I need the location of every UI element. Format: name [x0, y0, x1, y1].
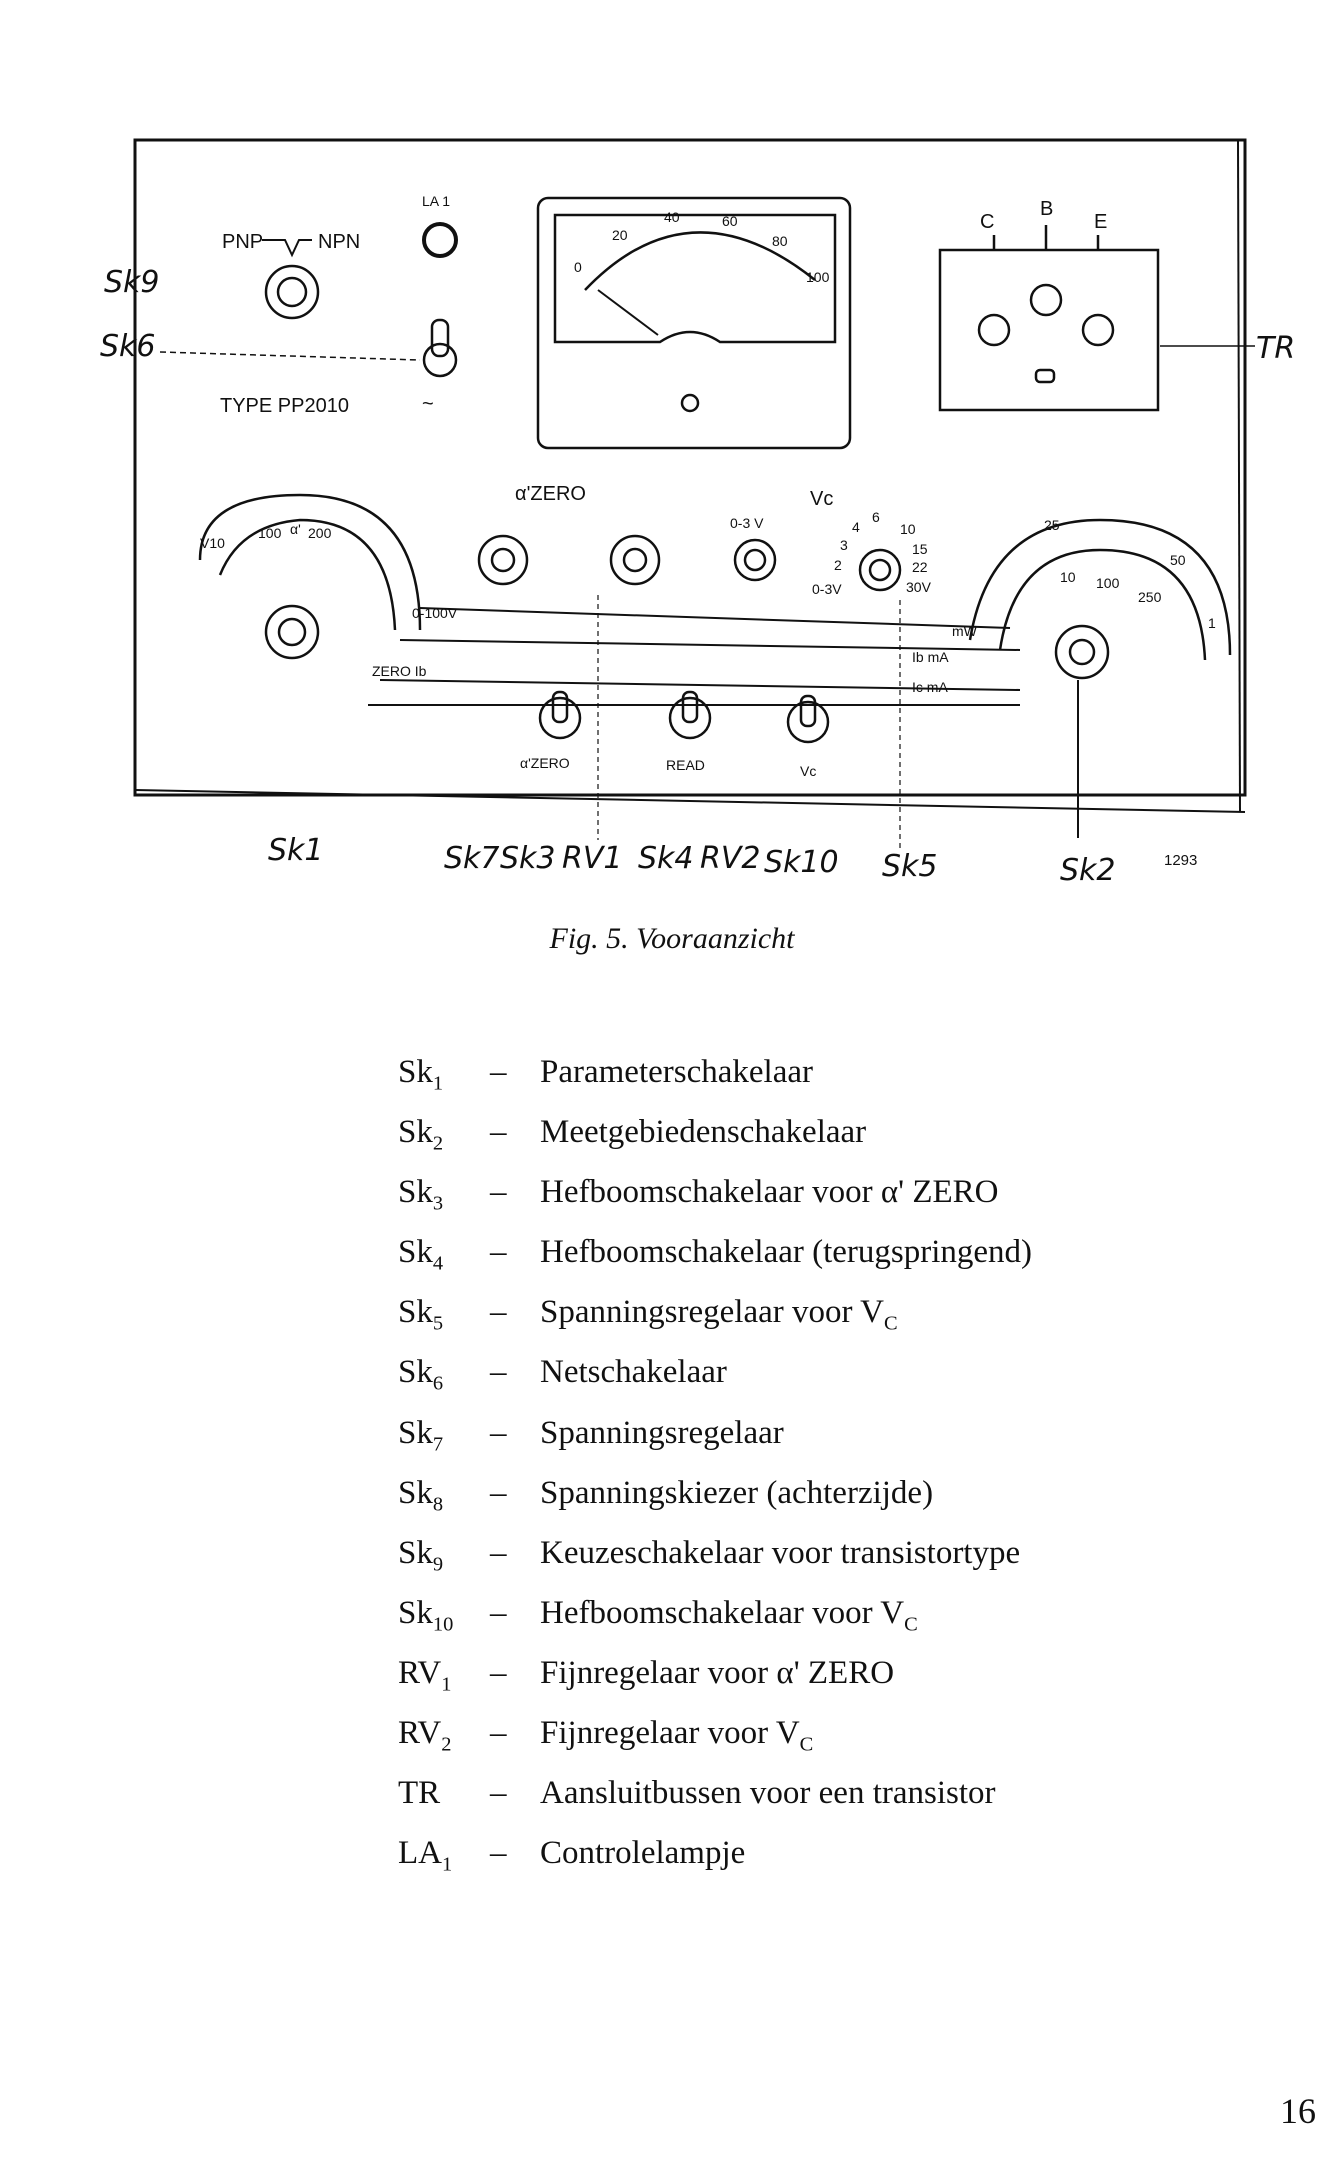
transistor-socket — [940, 225, 1255, 410]
toggle-read-label: READ — [666, 757, 705, 773]
callout-sk1: Sk1 — [268, 833, 324, 868]
vc-scale-6: 6 — [872, 509, 880, 525]
terminal-e: E — [1094, 211, 1108, 233]
alpha-zero-label: α'ZERO — [515, 483, 586, 505]
meter-scale-20: 20 — [612, 227, 628, 243]
toggle-alpha-zero-label: α'ZERO — [520, 755, 570, 771]
legend-dash: – — [490, 1534, 507, 1571]
vc-scale-22: 22 — [912, 559, 928, 575]
legend-dash: – — [490, 1654, 507, 1691]
legend-description: Hefboomschakelaar voor α' ZERO — [540, 1174, 999, 1211]
callout-sk3: Sk3 — [500, 841, 556, 876]
legend-description: Fijnregelaar voor $V_C$ — [540, 1715, 814, 1756]
legend-description: Aansluitbussen voor een transistor — [540, 1775, 996, 1812]
legend-dash: – — [490, 1234, 507, 1271]
sk2-scale-25: 25 — [1044, 517, 1060, 533]
legend-row — [398, 1228, 1032, 1288]
legend-row — [398, 1048, 1032, 1108]
legend-description: Hefboomschakelaar voor $V_C$ — [540, 1594, 918, 1636]
legend-row — [398, 1529, 1032, 1589]
sk2-scale-1: 1 — [1208, 615, 1216, 631]
range-ic-ma: Ic mA — [912, 679, 948, 695]
callout-sk6: Sk6 — [100, 329, 156, 364]
legend-row — [398, 1348, 1032, 1408]
sk2-scale-50: 50 — [1170, 552, 1186, 568]
legend-description: Netschakelaar — [540, 1354, 727, 1391]
meter-scale-0: 0 — [574, 259, 582, 275]
legend-row — [398, 1769, 1032, 1829]
legend-code: $Sk_4$ — [398, 1234, 444, 1275]
vc-scale-4: 4 — [852, 519, 860, 535]
vc-scale-30v: 30V — [906, 579, 931, 595]
legend-dash: – — [490, 1354, 507, 1391]
callout-sk9: Sk9 — [104, 265, 160, 300]
legend-dash: – — [490, 1775, 507, 1812]
legend-code: $RV_1$ — [398, 1654, 452, 1696]
callout-rv1: RV1 — [562, 841, 623, 876]
page-number: 16 — [1280, 2091, 1316, 2131]
vc-scale-2: 2 — [834, 557, 842, 573]
sk1-scale-100: 100 — [258, 525, 282, 541]
terminal-b: B — [1040, 198, 1054, 220]
callout-sk2: Sk2 — [1060, 853, 1116, 888]
legend-code: $Sk_2$ — [398, 1114, 444, 1155]
legend-code: $LA_1$ — [398, 1835, 453, 1876]
legend-row — [398, 1288, 1032, 1348]
callout-tr: TR — [1256, 331, 1296, 366]
legend-code: $Sk_8$ — [398, 1474, 444, 1516]
legend-row — [398, 1168, 1032, 1228]
legend-description: Fijnregelaar voor α' ZERO — [540, 1654, 895, 1691]
terminal-c: C — [980, 211, 995, 233]
legend-description: Hefboomschakelaar (terugspringend) — [540, 1234, 1033, 1271]
meter-scale-40: 40 — [664, 209, 680, 225]
range-0-100v: 0-100V — [412, 605, 458, 621]
sk2-scale-10: 10 — [1060, 569, 1076, 585]
legend-code: $Sk_5$ — [398, 1294, 444, 1335]
sk1-selector — [200, 495, 420, 658]
sk10-toggle — [788, 702, 828, 742]
rv1-knob — [611, 536, 659, 584]
legend-dash: – — [490, 1054, 507, 1090]
vc-scale-15: 15 — [912, 541, 928, 557]
legend-row — [398, 1709, 1032, 1769]
callout-sk10: Sk10 — [764, 845, 839, 880]
callout-rv2: RV2 — [700, 841, 761, 876]
legend-dash: – — [490, 1715, 507, 1752]
callout-sk5: Sk5 — [882, 849, 938, 884]
mains-symbol: ~ — [422, 393, 434, 415]
callout-sk4: Sk4 — [638, 841, 694, 876]
sk5-knob — [860, 550, 900, 590]
legend-code: TR — [398, 1775, 441, 1812]
range-zero-ib: ZERO Ib — [372, 663, 427, 679]
legend-code: $Sk_3$ — [398, 1174, 444, 1215]
legend-description: Spanningskiezer (achterzijde) — [540, 1474, 934, 1511]
vc-scale-0-3v: 0-3V — [812, 581, 842, 597]
pnp-label: PNP — [222, 231, 264, 253]
rv2-knob — [735, 540, 775, 580]
vc-scale-3: 3 — [840, 537, 848, 553]
legend-code: $RV_2$ — [398, 1715, 452, 1756]
legend-dash: – — [490, 1174, 507, 1211]
legend-row — [398, 1649, 1032, 1709]
figure-number: 1293 — [1164, 852, 1198, 869]
legend-code: $Sk_6$ — [398, 1354, 444, 1396]
sk1-scale-v10: V10 — [200, 535, 225, 551]
legend-dash: – — [490, 1114, 507, 1151]
legend-code: $Sk_9$ — [398, 1534, 444, 1576]
sk7-knob — [479, 536, 527, 584]
meter-scale-60: 60 — [722, 213, 738, 229]
legend-description: Spanningsregelaar — [540, 1414, 784, 1451]
sk2-scale-250: 250 — [1138, 589, 1162, 605]
sk2-scale-100: 100 — [1096, 575, 1120, 591]
callout-sk7: Sk7 — [444, 841, 500, 876]
sk6-toggle — [424, 344, 456, 376]
legend-code: $Sk_7$ — [398, 1414, 444, 1456]
legend-row — [398, 1589, 1032, 1649]
legend-row — [398, 1409, 1032, 1469]
meter-scale-100: 100 — [806, 269, 830, 285]
legend-code: $Sk_{10}$ — [398, 1594, 454, 1636]
range-0-3v-label: 0-3 V — [730, 515, 764, 531]
legend-dash: – — [490, 1835, 507, 1872]
legend-code: $Sk_1$ — [398, 1054, 444, 1095]
legend-row — [398, 1469, 1032, 1529]
sk1-scale-alpha: α' — [290, 521, 301, 537]
legend-dash: – — [490, 1594, 507, 1631]
sk9-knob — [266, 266, 318, 318]
legend-row — [398, 1108, 1032, 1168]
type-label: TYPE PP2010 — [220, 395, 349, 417]
legend-description: Controlelampje — [540, 1835, 746, 1872]
range-ib-ma: Ib mA — [912, 649, 949, 665]
figure-caption: Fig. 5. Vooraanzicht — [549, 922, 795, 955]
legend-description: Parameterschakelaar — [540, 1054, 813, 1090]
panel-meter — [538, 198, 850, 448]
legend-row — [398, 1829, 1032, 1889]
sk2-selector — [970, 520, 1230, 838]
npn-label: NPN — [318, 231, 361, 253]
legend-dash: – — [490, 1474, 507, 1511]
front-panel-diagram — [0, 0, 1344, 900]
legend-dash: – — [490, 1414, 507, 1451]
legend-dash: – — [490, 1294, 507, 1331]
range-mw: mW — [952, 623, 977, 639]
legend-description: Spanningsregelaar voor $V_C$ — [540, 1294, 898, 1335]
vc-scale-10: 10 — [900, 521, 916, 537]
sk1-scale-200: 200 — [308, 525, 332, 541]
legend-description: Keuzeschakelaar voor transistortype — [540, 1534, 1021, 1571]
lamp-la1 — [424, 224, 456, 256]
meter-scale-80: 80 — [772, 233, 788, 249]
legend — [398, 1048, 1032, 1889]
lamp-label: LA 1 — [422, 193, 451, 209]
toggle-vc-label: Vc — [800, 763, 817, 779]
legend-description: Meetgebiedenschakelaar — [540, 1114, 867, 1151]
vc-label: Vc — [810, 488, 834, 510]
